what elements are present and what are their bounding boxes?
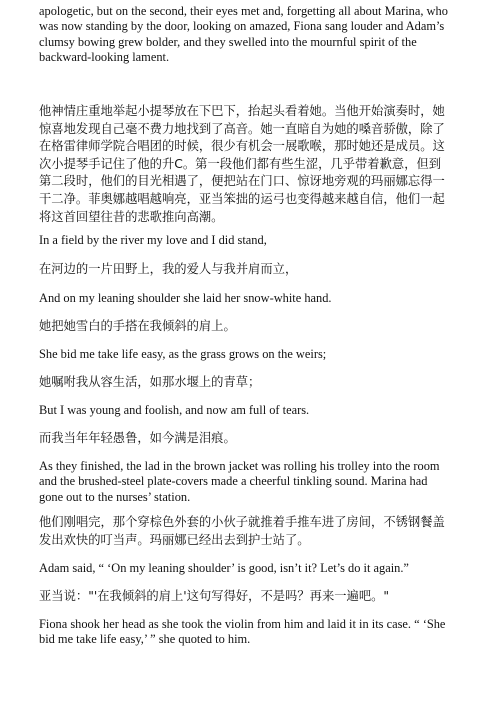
lyric-line-en-2	[39, 291, 332, 306]
lyric-line-en-4	[39, 403, 309, 418]
lyric-line-zh-2	[39, 318, 236, 336]
text-line: gone out to the nurses’ station.	[39, 489, 191, 504]
text-line: 她嘱咐我从容生活，如那水堰上的青草；	[39, 375, 261, 389]
lyric-line-zh-3	[39, 374, 260, 392]
text-line: 干二净。菲奥娜越唱越响亮，亚当笨拙的运弓也变得越来越自信，他们一起	[39, 191, 445, 206]
text-line: apologetic, but on the second, their eyes met and, forgetting all about Marina, who	[39, 4, 448, 18]
text-line: 她把她雪白的手搭在我倾斜的肩上。	[39, 319, 236, 333]
text-line: And on my leaning shoulder she laid her snow-white hand.	[39, 291, 332, 305]
text-line: But I was young and foolish, and now am full of tears.	[39, 403, 310, 417]
text-line: 次小提琴手记住了他的升C。第一段他们都有些生涩，几乎带着歉意，但到	[39, 156, 442, 171]
text-line: Adam said, “ ‘On my leaning shoulder’ is good, isn’t it? Let’s do it again.”	[39, 561, 409, 575]
text-line: 第二段时，他们的目光相遇了，便把站在门口、惊讶地旁观的玛丽娜忘得一	[39, 174, 445, 189]
text-line: 在格雷律师学院合唱团的时候，很少有机会一展歌喉，那时她还是成员。这	[39, 139, 445, 154]
paragraph-zh-2	[39, 514, 445, 549]
text-line: 他神情庄重地举起小提琴放在下巴下，抬起头看着她。当他开始演奏时，她	[39, 104, 445, 118]
lyric-line-en-3	[39, 347, 326, 362]
text-line: 将这首回望往昔的悲歌推向高潮。	[39, 209, 224, 224]
text-line: In a field by the river my love and I did stand,	[39, 233, 267, 247]
paragraph-en-2	[39, 459, 440, 505]
text-line: 亚当说："'在我倾斜的肩上'这句写得好，不是吗？再来一遍吧。"	[39, 589, 390, 603]
lyric-line-en-1	[39, 233, 267, 248]
text-line: 而我当年年轻愚鲁，如今满是泪痕。	[39, 431, 236, 445]
text-line: 惊喜地发现自己毫不费力地找到了高音。她一直暗自为她的嗓音骄傲，除了	[39, 121, 445, 136]
text-line: backward-looking lament.	[39, 50, 170, 65]
lyric-line-zh-1	[39, 261, 297, 279]
lyric-line-zh-4	[39, 430, 236, 448]
text-line: 在河边的一片田野上，我的爱人与我并肩而立，	[39, 262, 298, 276]
paragraph-zh-1	[39, 103, 445, 226]
paragraph-en-4	[39, 617, 445, 648]
text-line: Fiona shook her head as she took the violin from him and laid it in its case. “ ‘She	[39, 617, 446, 631]
text-line: As they finished, the lad in the brown jacket was rolling his trolley into the room	[39, 459, 440, 473]
text-line: was now standing by the door, looking on amazed, Fiona sang louder and Adam’s	[39, 19, 445, 34]
text-line: 发出欢快的叮当声。玛丽娜已经出去到护士站了。	[39, 532, 310, 547]
text-line: clumsy bowing grew bolder, and they swelled into the mournful spirit of the	[39, 34, 417, 49]
text-line: 他们刚唱完，那个穿棕色外套的小伙子就推着手推车进了房间，不锈钢餐盖	[39, 515, 445, 529]
paragraph-zh-3	[39, 588, 389, 606]
text-line: and the brushed-steel plate-covers made a cheerful tinkling sound. Marina had	[39, 474, 428, 489]
text-line: bid me take life easy,’ ” she quoted to him.	[39, 632, 251, 647]
text-line: She bid me take life easy, as the grass grows on the weirs;	[39, 347, 327, 361]
paragraph-en-1	[39, 4, 448, 66]
paragraph-en-3	[39, 561, 409, 576]
